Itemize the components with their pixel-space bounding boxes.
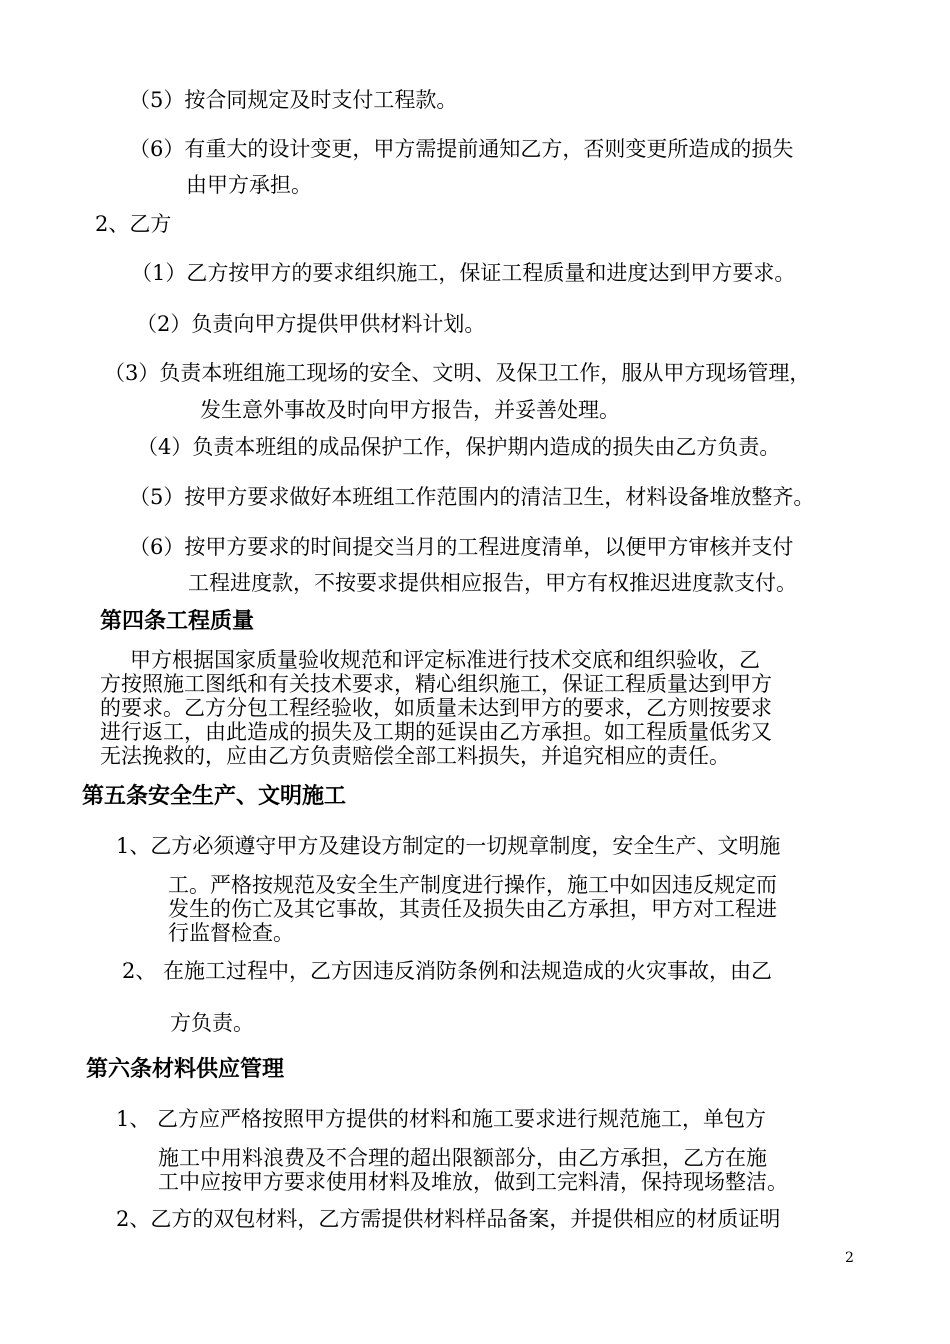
text-line: 1、 乙方应严格按照甲方提供的材料和施工要求进行规范施工，单包方 xyxy=(116,1107,767,1131)
text-line: 发生的伤亡及其它事故，其责任及损失由乙方承担，甲方对工程进 xyxy=(168,897,777,921)
section-heading: 第六条材料供应管理 xyxy=(86,1057,285,1082)
text-line: （2）负责向甲方提供甲供材料计划。 xyxy=(136,312,486,336)
text-line: 方负责。 xyxy=(170,1011,254,1035)
text-line: 2、乙方的双包材料，乙方需提供材料样品备案，并提供相应的材质证明 xyxy=(116,1207,781,1231)
text-line: 施工中用料浪费及不合理的超出限额部分，由乙方承担，乙方在施 xyxy=(158,1146,767,1170)
text-line: 方按照施工图纸和有关技术要求，精心组织施工，保证工程质量达到甲方 xyxy=(100,672,772,696)
section-heading: 第四条工程质量 xyxy=(100,609,255,634)
text-line: 的要求。乙方分包工程经验收，如质量未达到甲方的要求，乙方则按要求 xyxy=(100,696,772,720)
section-heading: 第五条安全生产、文明施工 xyxy=(82,784,347,809)
text-line: 由甲方承担。 xyxy=(186,173,312,197)
text-line: 工中应按甲方要求使用材料及堆放，做到工完料清，保持现场整洁。 xyxy=(158,1170,788,1194)
text-line: 工程进度款，不按要求提供相应报告，甲方有权推迟进度款支付。 xyxy=(188,571,797,595)
text-line: 2、 在施工过程中，乙方因违反消防条例和法规造成的火灾事故，由乙 xyxy=(122,959,773,983)
text-line: （6）有重大的设计变更，甲方需提前通知乙方，否则变更所造成的损失 xyxy=(129,137,794,161)
text-line: 工。严格按规范及安全生产制度进行操作，施工中如因违反规定而 xyxy=(168,873,777,897)
text-line: 进行返工，由此造成的损失及工期的延误由乙方承担。如工程质量低劣又 xyxy=(100,720,772,744)
text-line: （4）负责本班组的成品保护工作，保护期内造成的损失由乙方负责。 xyxy=(137,435,781,459)
page-number: 2 xyxy=(845,1250,854,1266)
text-line: 2、乙方 xyxy=(95,212,172,236)
text-line: 甲方根据国家质量验收规范和评定标准进行技术交底和组织验收，乙 xyxy=(130,648,760,672)
text-line: （3）负责本班组施工现场的安全、文明、及保卫工作，服从甲方现场管理， xyxy=(104,361,811,385)
text-line: 无法挽救的，应由乙方负责赔偿全部工料损失，并追究相应的责任。 xyxy=(100,744,730,768)
text-line: （5）按合同规定及时支付工程款。 xyxy=(129,88,458,112)
text-line: （1）乙方按甲方的要求组织施工，保证工程质量和进度达到甲方要求。 xyxy=(131,261,796,285)
text-line: 发生意外事故及时向甲方报告，并妥善处理。 xyxy=(200,398,620,422)
text-line: （5）按甲方要求做好本班组工作范围内的清洁卫生，材料设备堆放整齐。 xyxy=(129,485,815,509)
text-line: 行监督检查。 xyxy=(168,921,294,945)
text-line: 1、乙方必须遵守甲方及建设方制定的一切规章制度，安全生产、文明施 xyxy=(116,834,781,858)
text-line: （6）按甲方要求的时间提交当月的工程进度清单，以便甲方审核并支付 xyxy=(129,535,794,559)
